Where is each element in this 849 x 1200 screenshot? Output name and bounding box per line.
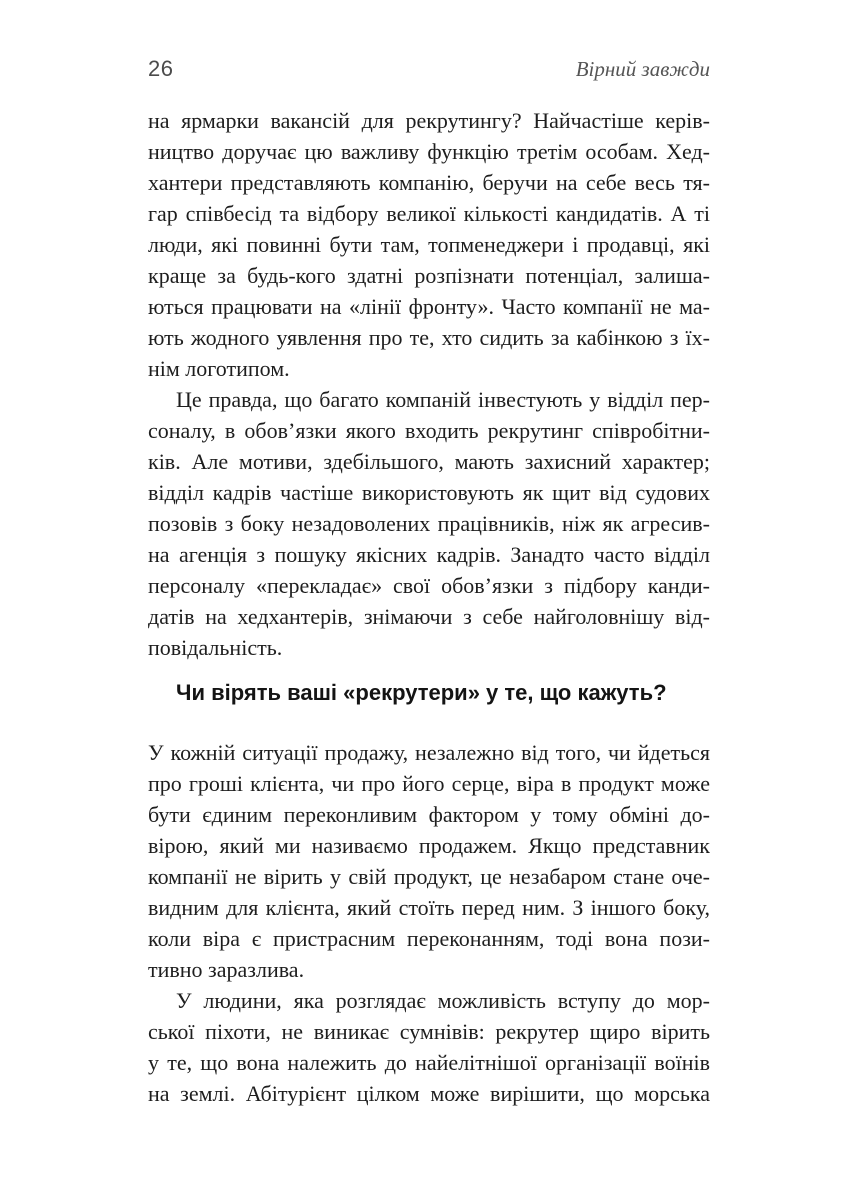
text-line: гар співбесід та відбору великої кількості кандидатів. А ті <box>148 201 710 226</box>
text-line: датів на хедхантерів, знімаючи з себе найголовнішу від- <box>148 604 710 629</box>
text-line: У кожній ситуації продажу, незалежно від того, чи йдеться <box>148 740 710 765</box>
text-line: у те, що вона належить до найелітнішої організації воїнів <box>148 1050 710 1075</box>
text-line: ництво доручає цю важливу функцію третім особам. Хед- <box>148 139 710 164</box>
text-line: на землі. Абітурієнт цілком може вирішити, що морська <box>148 1081 710 1106</box>
text-line: краще за будь-кого здатні розпізнати потенціал, залиша- <box>148 263 710 288</box>
text-line: ків. Але мотиви, здебільшого, мають захисний характер; <box>148 449 710 474</box>
page-number: 26 <box>148 56 174 81</box>
text-line: тивно заразлива. <box>148 957 305 982</box>
text-line: відділ кадрів частіше використовують як щит від судових <box>148 480 710 505</box>
text-line: ської піхоти, не виникає сумнівів: рекрутер щиро вірить <box>148 1019 710 1044</box>
text-line: на ярмарки вакансій для рекрутингу? Найчастіше керів- <box>148 108 710 133</box>
body-text <box>148 105 710 1109</box>
text-line: на агенція з пошуку якісних кадрів. Занадто часто відділ <box>148 542 710 567</box>
section-heading: Чи вірять ваші «рекрутери» у те, що кажуть? <box>176 680 667 705</box>
text-line: ються працювати на «лінії фронту». Часто компанії не ма- <box>148 294 710 319</box>
paragraph <box>148 105 710 384</box>
text-line: коли віра є пристрасним переконанням, тоді вона пози- <box>148 926 710 951</box>
paragraph <box>148 384 710 663</box>
text-line: хантери представляють компанію, беручи на себе весь тя- <box>148 170 710 195</box>
text-line: соналу, в обов’язки якого входить рекрутинг співробітни- <box>148 418 710 443</box>
text-line: Це правда, що багато компаній інвестують у відділ пер- <box>176 387 710 412</box>
text-line: компанії не вірить у свій продукт, це незабаром стане оче- <box>148 864 710 889</box>
text-line: позовів з боку незадоволених працівників, ніж як агресив- <box>148 511 710 536</box>
running-title: Вірний завжди <box>575 57 710 81</box>
text-line: У людини, яка розглядає можливість вступу до мор- <box>176 988 710 1013</box>
text-line: бути єдиним переконливим фактором у тому обміні до- <box>148 802 710 827</box>
text-line: ють жодного уявлення про те, хто сидить за кабінкою з їх- <box>148 325 710 350</box>
paragraph <box>148 985 710 1109</box>
text-line: повідальність. <box>148 635 283 660</box>
text-line: персоналу «перекладає» свої обов’язки з підбору канди- <box>148 573 710 598</box>
text-line: нім логотипом. <box>148 356 290 381</box>
text-line: видним для клієнта, який стоїть перед ним. З іншого боку, <box>148 895 710 920</box>
text-line: люди, які повинні бути там, топменеджери і продавці, які <box>148 232 710 257</box>
paragraph <box>148 737 710 985</box>
text-line: вірою, який ми називаємо продажем. Якщо представник <box>148 833 710 858</box>
page-header <box>148 56 710 82</box>
text-line: про гроші клієнта, чи про його серце, віра в продукт може <box>148 771 710 796</box>
